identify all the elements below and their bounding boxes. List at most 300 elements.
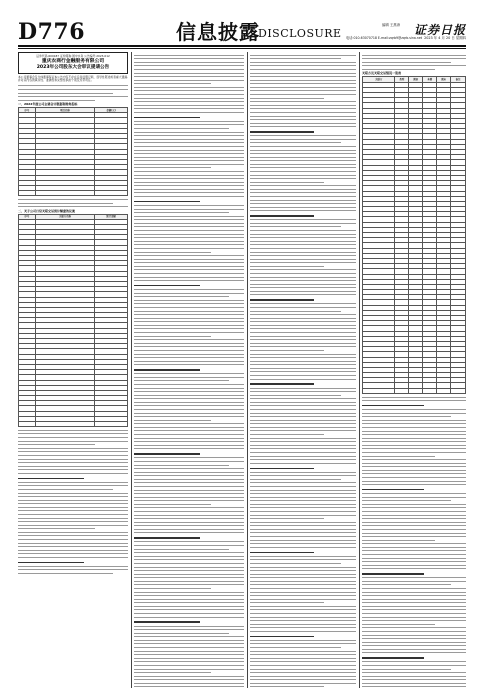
text-line: [250, 248, 356, 249]
text-line: [362, 620, 466, 621]
table-2-header: 预计金额: [95, 214, 128, 219]
text-line: [250, 661, 356, 662]
text-line: [134, 300, 244, 301]
text-line: [134, 522, 244, 523]
text-line: [134, 230, 244, 231]
text-line: [250, 427, 356, 428]
table-2-header: 序号: [19, 214, 36, 219]
column-4: [362, 52, 466, 688]
body-text: [18, 199, 128, 207]
text-line: [134, 164, 244, 165]
column-divider: [247, 52, 248, 688]
text-line: [250, 269, 356, 270]
text-line: [18, 473, 128, 474]
text-line: [134, 525, 244, 526]
text-line: [250, 182, 324, 183]
text-line: [250, 459, 356, 460]
text-line: [250, 252, 356, 253]
text-line: [250, 479, 341, 480]
text-line: [134, 445, 244, 446]
text-line: [134, 80, 244, 81]
text-line: [134, 219, 244, 220]
text-line: [134, 453, 200, 454]
text-line: [362, 522, 466, 523]
text-line: [250, 241, 356, 242]
text-line: [362, 635, 466, 636]
text-line: [250, 291, 356, 292]
text-line: [250, 210, 356, 211]
text-line: [134, 146, 244, 147]
text-line: [250, 171, 356, 172]
contact-line: 电话:010-63070718 E-mail:zqrb9@zqrb.sina.net: [346, 36, 423, 40]
text-line: [134, 117, 200, 118]
text-line: [18, 462, 128, 463]
text-line: [250, 318, 356, 319]
intro-text: [18, 85, 128, 100]
table-3-header: 备注: [451, 77, 466, 82]
table-3-header: 期初: [409, 77, 423, 82]
text-line: [250, 234, 356, 235]
text-line: [362, 463, 466, 464]
text-line: [134, 468, 244, 469]
text-line: [134, 479, 244, 480]
text-line: [18, 500, 128, 501]
text-line: [134, 584, 244, 585]
text-line: [18, 466, 128, 467]
text-line: [18, 528, 95, 529]
text-line: [18, 485, 128, 486]
text-line: [250, 409, 356, 410]
text-line: [250, 150, 356, 151]
text-line: [250, 592, 356, 593]
text-line: [250, 448, 356, 449]
text-line: [362, 649, 466, 650]
text-line: [362, 515, 466, 516]
text-line: [250, 135, 356, 136]
text-line: [250, 434, 324, 435]
text-line: [250, 402, 356, 403]
text-line: [134, 441, 244, 442]
text-line: [18, 469, 128, 470]
text-line: [362, 683, 466, 684]
text-line: [134, 369, 200, 370]
text-line: [134, 669, 244, 670]
text-line: [250, 423, 356, 424]
text-line: [362, 525, 466, 526]
text-line: [250, 532, 356, 533]
text-line: [250, 620, 356, 621]
table-row: [19, 422, 128, 427]
text-line: [134, 364, 244, 365]
text-line: [134, 201, 200, 202]
text-line: [362, 489, 424, 490]
text-line: [250, 518, 324, 519]
text-line: [362, 459, 466, 460]
text-line: [362, 400, 466, 401]
table-cell: [19, 422, 36, 427]
text-line: [134, 354, 244, 355]
text-line: [134, 226, 244, 227]
text-line: [134, 182, 244, 183]
text-line: [134, 296, 229, 297]
text-line: [134, 321, 244, 322]
text-line: [134, 679, 244, 680]
text-line: [362, 427, 466, 428]
table-cell: [95, 191, 128, 196]
text-line: [250, 105, 356, 106]
text-line: [362, 679, 466, 680]
masthead-rule: [18, 45, 466, 47]
text-line: [250, 207, 356, 208]
text-line: [250, 559, 356, 560]
table-2-caption: 二、关于公司日常关联交易预计额度的议案: [18, 208, 76, 213]
text-line: [134, 62, 244, 63]
text-line: [134, 273, 244, 274]
text-line: [362, 473, 466, 474]
text-line: [362, 568, 466, 569]
text-line: [250, 368, 356, 369]
text-line: [362, 466, 466, 467]
text-line: [250, 294, 356, 295]
text-line: [134, 105, 244, 106]
text-line: [362, 484, 466, 485]
text-line: [18, 562, 84, 563]
text-line: [250, 196, 356, 197]
text-line: [250, 475, 356, 476]
text-line: [134, 209, 244, 210]
text-line: [250, 200, 356, 201]
text-line: [362, 420, 466, 421]
text-line: [250, 420, 356, 421]
text-line: [134, 423, 244, 424]
text-line: [362, 584, 451, 585]
text-line: [362, 642, 466, 643]
section-title-en: DISCLOSURE: [258, 27, 342, 40]
text-line: [250, 654, 356, 655]
text-line: [250, 73, 356, 74]
editor-line: 编辑 王燕涛: [381, 23, 400, 27]
text-line: [134, 511, 244, 512]
text-line: [250, 321, 356, 322]
text-line: [134, 529, 244, 530]
text-line: [134, 633, 229, 634]
text-line: [250, 416, 356, 417]
text-line: [134, 248, 244, 249]
text-line: [362, 577, 466, 578]
notice-code: 证券代码:600187 证券简称:国中水务 公告编号:2023-012: [36, 54, 110, 58]
text-line: [362, 617, 466, 618]
text-line: [18, 514, 128, 515]
text-line: [250, 350, 324, 351]
text-line: [250, 430, 356, 431]
text-line: [250, 266, 324, 267]
text-line: [250, 472, 356, 473]
text-line: [362, 609, 466, 610]
text-line: [250, 613, 356, 614]
text-line: [362, 661, 466, 662]
table-3-caption: 关联方及关联交易情况一览表: [362, 71, 402, 76]
text-line: [134, 384, 244, 385]
text-line: [250, 178, 356, 179]
text-line: [250, 452, 356, 453]
text-line: [250, 167, 356, 168]
text-line: [134, 617, 244, 618]
text-line: [362, 645, 466, 646]
text-line: [250, 636, 314, 637]
text-line: [250, 669, 356, 670]
table-cell: [409, 388, 423, 393]
text-line: [250, 203, 356, 204]
text-line: [134, 293, 244, 294]
text-line: [134, 592, 244, 593]
text-line: [250, 164, 356, 165]
text-line: [134, 532, 244, 533]
table-2-header: 关联方名称: [35, 214, 94, 219]
text-line: [134, 280, 244, 281]
text-line: [250, 354, 356, 355]
text-line: [362, 627, 466, 628]
text-line: [134, 266, 244, 267]
text-line: [134, 490, 244, 491]
text-line: [362, 573, 424, 574]
text-line: [134, 676, 244, 677]
text-line: [250, 307, 356, 308]
text-line: [362, 638, 466, 639]
text-line: [134, 196, 244, 197]
text-line: [250, 686, 324, 687]
text-line: [134, 277, 244, 278]
text-line: [250, 602, 324, 603]
text-line: [250, 665, 356, 666]
text-line: [250, 244, 356, 245]
text-line: [250, 226, 341, 227]
text-line: [134, 94, 244, 95]
text-line: [250, 277, 356, 278]
column-3: [250, 52, 356, 688]
table-3-header: 类型: [395, 77, 409, 82]
text-line: [134, 380, 229, 381]
text-line: [250, 192, 356, 193]
text-line: [250, 185, 356, 186]
text-line: [250, 383, 314, 384]
text-line: [362, 554, 466, 555]
text-line: [250, 83, 356, 84]
text-line: [250, 540, 356, 541]
text-line: [18, 510, 128, 511]
text-line: [250, 336, 356, 337]
table-3-header: 本期: [423, 77, 437, 82]
table-cell: [395, 388, 409, 393]
text-line: [250, 299, 314, 300]
text-line: [362, 565, 466, 566]
text-line: [250, 445, 356, 446]
text-line: [18, 557, 128, 558]
text-line: [134, 252, 211, 253]
text-line: [250, 567, 356, 568]
text-line: [18, 546, 128, 547]
table-row: [19, 191, 128, 196]
text-line: [250, 123, 356, 124]
text-line: [134, 537, 200, 538]
text-line: [250, 55, 356, 56]
text-line: [134, 178, 244, 179]
table-3-header: 期末: [437, 77, 451, 82]
text-line: [18, 482, 128, 483]
text-line: [250, 504, 356, 505]
text-line: [362, 434, 466, 435]
text-line: [250, 94, 356, 95]
text-line: [250, 536, 356, 537]
text-line: [134, 654, 244, 655]
text-line: [18, 532, 128, 533]
text-line: [134, 409, 244, 410]
text-line: [362, 409, 466, 410]
text-line: [362, 405, 424, 406]
text-line: [134, 289, 244, 290]
text-line: [362, 672, 466, 673]
text-line: [250, 595, 356, 596]
text-line: [250, 126, 356, 127]
text-line: [134, 661, 244, 662]
text-line: [134, 552, 244, 553]
text-line: [134, 150, 244, 151]
table-3: [362, 76, 466, 393]
text-line: [250, 284, 356, 285]
table-row: [363, 388, 466, 393]
text-line: [250, 339, 356, 340]
text-line: [134, 171, 244, 172]
text-line: [18, 539, 128, 540]
text-line: [134, 373, 244, 374]
text-line: [134, 339, 244, 340]
body-text: [362, 55, 466, 70]
text-line: [250, 119, 356, 120]
text-line: [134, 328, 244, 329]
text-line: [18, 550, 128, 551]
text-line: [134, 570, 244, 571]
text-line: [250, 230, 356, 231]
text-line: [250, 398, 356, 399]
text-line: [134, 223, 244, 224]
text-line: [250, 497, 356, 498]
text-line: [134, 69, 244, 70]
text-line: [134, 683, 244, 684]
text-line: [250, 624, 356, 625]
text-line: [362, 669, 451, 670]
text-line: [134, 135, 244, 136]
text-line: [250, 511, 356, 512]
text-line: [362, 540, 435, 541]
text-line: [362, 413, 466, 414]
text-line: [362, 561, 466, 562]
text-line: [134, 314, 244, 315]
notice-header: [18, 52, 128, 74]
text-line: [134, 90, 244, 91]
text-line: [362, 497, 466, 498]
text-line: [362, 595, 466, 596]
text-line: [362, 624, 435, 625]
text-line: [134, 497, 244, 498]
text-line: [250, 463, 356, 464]
table-cell: [437, 388, 451, 393]
text-line: [134, 577, 244, 578]
text-line: [362, 592, 466, 593]
table-1-header: 金额(元): [95, 108, 128, 113]
text-line: [250, 577, 356, 578]
text-line: [134, 416, 244, 417]
text-line: [134, 336, 211, 337]
column-2: [134, 52, 244, 688]
text-line: [362, 416, 451, 417]
text-line: [134, 55, 244, 56]
text-line: [134, 402, 244, 403]
text-line: [134, 65, 244, 66]
text-line: [134, 563, 244, 564]
text-line: [134, 259, 244, 260]
text-line: [250, 157, 356, 158]
text-line: [134, 457, 244, 458]
text-line: [250, 98, 324, 99]
text-line: [250, 543, 356, 544]
text-line: [134, 672, 211, 673]
table-1: [18, 107, 128, 196]
text-line: [134, 234, 244, 235]
text-line: [134, 574, 244, 575]
table-cell: [451, 388, 466, 393]
text-line: [250, 76, 356, 77]
text-line: [250, 303, 356, 304]
text-line: [250, 482, 356, 483]
text-line: [250, 556, 356, 557]
text-line: [134, 269, 244, 270]
text-line: [134, 132, 244, 133]
column-1: [18, 52, 128, 688]
text-line: [134, 493, 244, 494]
text-line: [18, 569, 128, 570]
text-line: [250, 468, 314, 469]
text-line: [134, 212, 229, 213]
text-line: [134, 405, 244, 406]
text-line: [362, 529, 466, 530]
text-line: [134, 398, 244, 399]
text-line: [250, 658, 356, 659]
text-line: [134, 599, 244, 600]
text-line: [134, 83, 211, 84]
text-line: [362, 504, 466, 505]
text-line: [250, 311, 341, 312]
text-line: [134, 545, 244, 546]
text-line: [134, 658, 244, 659]
text-line: [134, 153, 244, 154]
notice-company: 重庆农商行金融服务有限公司: [41, 58, 105, 64]
text-line: [250, 332, 356, 333]
text-line: [134, 205, 244, 206]
text-line: [18, 459, 128, 460]
text-line: [250, 570, 356, 571]
text-line: [250, 547, 356, 548]
text-line: [134, 108, 244, 109]
table-1-header: 项目名称: [35, 108, 94, 113]
text-line: [362, 652, 466, 653]
table-1-caption: 一、2022年度公司主要会计数据和财务指标: [18, 102, 78, 107]
text-line: [134, 588, 211, 589]
text-line: [362, 481, 466, 482]
text-line: [250, 486, 356, 487]
text-line: [250, 375, 356, 376]
text-line: [250, 189, 356, 190]
text-line: [134, 121, 244, 122]
text-line: [134, 350, 244, 351]
